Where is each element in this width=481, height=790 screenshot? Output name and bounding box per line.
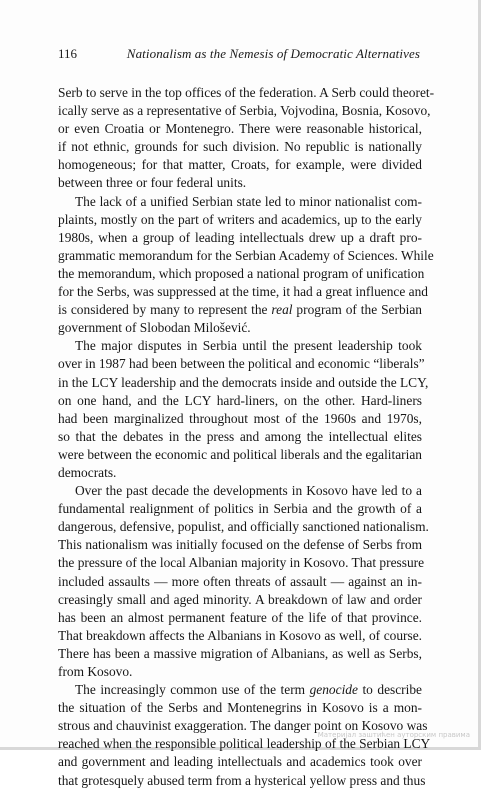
text-line: has been an almost permanent feature of the life of that province. — [58, 609, 422, 625]
text-line-with-italic — [58, 301, 422, 319]
text-segment: The increasingly common use of the term — [75, 682, 310, 698]
watermark: Материјал заштићен ауторским правима — [317, 731, 470, 739]
text-line: the pressure of the local Albanian majority in Kosovo. That pressure — [58, 555, 425, 571]
paragraph — [58, 337, 429, 482]
text-line: Over the past decade the developments in Kosovo have led to a — [75, 483, 422, 499]
text-line-with-italic — [58, 681, 422, 699]
paragraph — [58, 482, 429, 681]
page-header — [58, 46, 420, 64]
text-line: for the Serbs, was suppressed at the time, it had a great influence and — [58, 284, 428, 300]
text-line: the memorandum, which proposed a national program of unification — [58, 265, 425, 281]
italic-word: genocide — [309, 682, 358, 698]
text-line: in the LCY leadership and the democrats inside and outside the LCY, — [58, 374, 429, 390]
text-line: reached when the responsible political leadership of the Serbian LCY — [58, 736, 431, 752]
text-line: had been marginalized throughout most of the 1960s and 1970s, — [58, 410, 422, 426]
text-line: This nationalism was initially focused on the defense of Serbs from — [58, 537, 422, 553]
text-line: over in 1987 had been between the political and economic “liberals” — [58, 356, 425, 372]
text-line: government of Slobodan Milošević. — [58, 320, 251, 336]
text-line: strous and chauvinist exaggeration. The danger point on Kosovo was — [58, 718, 428, 734]
text-line: 1980s, when a group of leading intellectuals drew up a draft pro- — [58, 229, 422, 245]
text-line: or even Croatia or Montenegro. There were reasonable historical, — [58, 121, 422, 137]
text-segment: is considered by many to represent the — [58, 302, 272, 318]
text-line: The lack of a unified Serbian state led to minor nationalist com- — [75, 193, 422, 209]
text-line: plaints, mostly on the part of writers and academics, up to the early — [58, 211, 422, 227]
text-line: ically serve as a representative of Serbia, Vojvodina, Bosnia, Kosovo, — [58, 103, 431, 119]
text-line: included assaults — more often threats of assault — against an in- — [58, 573, 422, 589]
text-segment: to describe — [357, 682, 422, 698]
text-line: dangerous, defensive, populist, and officially sanctioned nationalism. — [58, 519, 429, 535]
text-line: that grotesquely abused term from a hysterical yellow press and thus — [58, 772, 426, 788]
page-number: 116 — [58, 46, 78, 61]
text-line: Serb to serve in the top offices of the federation. A Serb could theoret- — [58, 85, 435, 100]
text-line: homogeneous; for that matter, Croats, for example, were divided — [58, 157, 422, 173]
paragraph — [58, 193, 434, 338]
text-line: and government and leading intellectuals and academics took over — [58, 754, 422, 770]
italic-word: real — [271, 302, 293, 318]
text-line: on one hand, and the LCY hard-liners, on the other. Hard-liners — [58, 392, 422, 408]
body-text — [58, 84, 435, 790]
text-line: so that the debates in the press and among the intellectual elites — [58, 428, 422, 444]
text-line: if not ethnic, grounds for such division. No republic is nationally — [58, 139, 422, 155]
text-line: from Kosovo. — [58, 664, 133, 679]
text-line: fundamental realignment of politics in Serbia and the growth of a — [58, 501, 422, 517]
text-line: grammatic memorandum for the Serbian Academy of Sciences. While — [58, 247, 434, 263]
text-line: That breakdown affects the Albanians in Kosovo as well, of course. — [58, 627, 422, 643]
text-line: the situation of the Serbs and Montenegrins in Kosovo is a mon- — [58, 700, 422, 716]
text-line: between three or four federal units. — [58, 175, 247, 191]
text-line: creasingly small and aged minority. A breakdown of law and order — [58, 591, 422, 607]
paragraph — [58, 84, 435, 193]
text-line: The major disputes in Serbia until the present leadership took — [75, 338, 422, 354]
text-line: democrats. — [58, 464, 117, 480]
running-head: Nationalism as the Nemesis of Democratic Alternatives — [126, 46, 420, 61]
text-line: There has been a massive migration of Albanians, as well as Serbs, — [58, 645, 422, 661]
text-segment: program of the Serbian — [292, 302, 422, 318]
text-line: were between the economic and political liberals and the egalitarian — [58, 446, 422, 462]
